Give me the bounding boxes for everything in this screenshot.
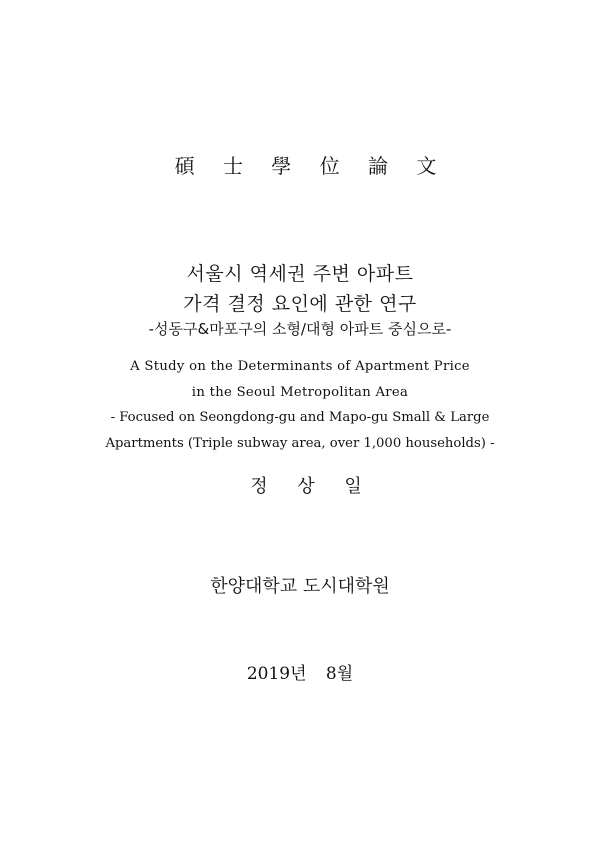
- english-title-line-1: A Study on the Determinants of Apartment Price: [130, 359, 470, 374]
- english-subtitle-line-2: Apartments (Triple subway area, over 1,000 households) -: [105, 436, 495, 451]
- degree-heading: 碩 士 學 位 論 文: [174, 154, 448, 178]
- korean-title-line-1: 서울시 역세권 주변 아파트: [186, 263, 414, 285]
- korean-title-line-2: 가격 결정 요인에 관한 연구: [183, 293, 417, 315]
- institution-name: 한양대학교 도시대학원: [210, 576, 390, 597]
- english-subtitle-line-1: - Focused on Seongdong-gu and Mapo-gu Small & Large: [110, 410, 490, 425]
- korean-subtitle: -성동구&마포구의 소형/대형 아파트 중심으로-: [148, 320, 452, 338]
- english-title-line-2: in the Seoul Metropolitan Area: [191, 385, 409, 400]
- author-name: 정 상 일: [250, 476, 374, 497]
- submission-date: 2019년 8월: [246, 664, 354, 684]
